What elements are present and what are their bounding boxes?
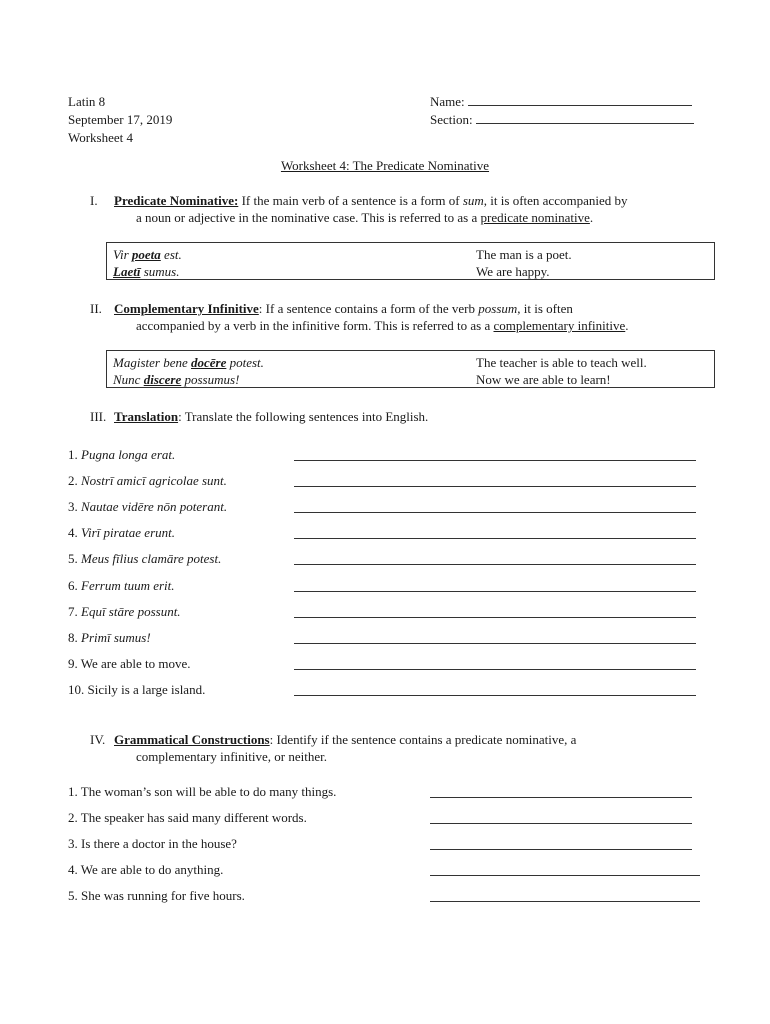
translation-item	[68, 629, 151, 646]
section4-heading: Grammatical Constructions	[114, 732, 270, 747]
section2-text-c: accompanied by a verb in the infinitive form. This is referred to as a	[136, 318, 494, 333]
section1-text-end: .	[589, 210, 594, 225]
construction-item	[68, 887, 245, 904]
section1-example-english-1: The man is a poet.	[476, 247, 572, 262]
section3-text: : Translate the following sentences into English.	[178, 409, 429, 424]
latin-post: potest.	[226, 355, 264, 370]
answer-line[interactable]	[294, 460, 696, 461]
section2-heading: Complementary Infinitive	[114, 301, 259, 316]
section2-term: complementary infinitive	[493, 318, 626, 333]
item-text: Ferrum tuum erit.	[81, 577, 175, 593]
section-field	[430, 111, 694, 128]
item-number: 3.	[68, 499, 78, 515]
item-number: 4.	[68, 525, 78, 541]
answer-line[interactable]	[430, 875, 700, 876]
item-number: 1.	[68, 784, 78, 799]
answer-line[interactable]	[430, 797, 692, 798]
section1-text-a: If the main verb of a sentence is a form of	[238, 193, 463, 208]
section2-line1	[114, 300, 573, 317]
latin-post: possumus!	[181, 372, 240, 387]
item-text: Primī sumus!	[81, 629, 151, 645]
section3-numeral: III.	[90, 409, 107, 424]
item-text: We are able to move.	[80, 655, 191, 671]
section1-example-english-2: We are happy.	[476, 264, 550, 279]
construction-item	[68, 783, 336, 800]
section1-heading: Predicate Nominative:	[114, 193, 239, 208]
construction-item	[68, 861, 223, 878]
section1-line2	[136, 209, 593, 226]
answer-line[interactable]	[294, 512, 696, 513]
construction-item	[68, 809, 307, 826]
item-text: Equī stāre possunt.	[81, 603, 181, 619]
item-number: 5.	[68, 888, 78, 903]
section2-text-a: : If a sentence contains a form of the verb	[258, 301, 479, 316]
section2-example-latin-2	[113, 371, 239, 388]
section1-numeral: I.	[90, 193, 98, 208]
item-number: 2.	[68, 473, 78, 489]
item-number: 6.	[68, 577, 78, 593]
latin-post: sumus.	[140, 264, 180, 279]
construction-item	[68, 835, 237, 852]
latin-key: docēre	[190, 355, 227, 370]
latin-key: poeta	[131, 247, 161, 262]
item-text: She was running for five hours.	[81, 888, 245, 903]
answer-line[interactable]	[294, 669, 696, 670]
section1-example-latin-2	[113, 263, 179, 280]
section2-text-end: .	[625, 318, 629, 333]
translation-item	[68, 446, 175, 463]
latin-pre: Nunc	[113, 372, 144, 387]
translation-item	[68, 655, 191, 672]
answer-line[interactable]	[294, 564, 696, 565]
translation-item	[68, 550, 221, 567]
item-text: Is there a doctor in the house?	[81, 836, 237, 851]
latin-pre: Magister bene	[113, 355, 191, 370]
answer-line[interactable]	[294, 617, 696, 618]
section-label: Section:	[430, 112, 473, 127]
item-number: 4.	[68, 862, 78, 877]
section1-text-c: a noun or adjective in the nominative case. This is referred to as a	[136, 210, 481, 225]
latin-pre: Vir	[113, 247, 132, 262]
translation-item	[68, 472, 227, 489]
section2-possum: possum	[478, 301, 518, 316]
item-number: 1.	[68, 447, 78, 462]
item-text: Pugna longa erat.	[81, 447, 176, 462]
section2-example-english-1: The teacher is able to teach well.	[476, 355, 647, 370]
section2-example-latin-1	[113, 354, 264, 371]
answer-line[interactable]	[294, 538, 696, 539]
translation-item	[68, 577, 175, 594]
answer-line[interactable]	[430, 901, 700, 902]
latin-key: discere	[143, 372, 182, 387]
section4-line2: complementary infinitive, or neither.	[136, 749, 327, 764]
answer-line[interactable]	[294, 695, 696, 696]
section1-line1	[114, 192, 627, 209]
item-number: 5.	[68, 551, 78, 567]
section-blank[interactable]	[476, 111, 694, 124]
section3-line	[114, 408, 428, 425]
translation-item	[68, 681, 205, 698]
section1-example-box	[106, 242, 715, 280]
section4-text-a: : Identify if the sentence contains a predicate nominative, a	[269, 732, 577, 747]
section2-text-b: , it is often	[517, 301, 573, 316]
section1-sum: sum	[462, 193, 484, 208]
date-label: September 17, 2019	[68, 112, 173, 127]
item-text: Sicily is a large island.	[87, 681, 206, 697]
item-number: 7.	[68, 603, 78, 619]
item-number: 10.	[68, 681, 85, 697]
section1-text-b: , it is often accompanied by	[483, 193, 628, 208]
item-text: We are able to do anything.	[80, 862, 224, 877]
answer-line[interactable]	[430, 849, 692, 850]
item-number: 2.	[68, 810, 78, 825]
name-label: Name:	[430, 94, 465, 109]
course-label: Latin 8	[68, 94, 106, 109]
answer-line[interactable]	[430, 823, 692, 824]
section3-heading: Translation	[114, 409, 179, 424]
item-text: Virī piratae erunt.	[81, 525, 176, 541]
section2-example-english-2: Now we are able to learn!	[476, 372, 611, 387]
name-field	[430, 93, 692, 110]
section1-example-latin-1	[113, 246, 182, 263]
translation-item	[68, 603, 181, 620]
answer-line[interactable]	[294, 643, 696, 644]
translation-item	[68, 498, 227, 515]
item-text: Nostrī amicī agricolae sunt.	[81, 473, 227, 489]
answer-line[interactable]	[294, 591, 696, 592]
latin-post: est.	[160, 247, 182, 262]
section2-numeral: II.	[90, 301, 102, 316]
section4-numeral: IV.	[90, 732, 106, 747]
item-text: The woman’s son will be able to do many things.	[80, 784, 337, 799]
section1-term: predicate nominative	[480, 210, 590, 225]
item-text: Nautae vidēre nōn poterant.	[81, 499, 228, 515]
latin-key: Laetī	[113, 264, 141, 279]
worksheet-label: Worksheet 4	[68, 130, 134, 145]
section4-line1	[114, 731, 576, 748]
answer-line[interactable]	[294, 486, 696, 487]
item-number: 3.	[68, 836, 78, 851]
item-number: 8.	[68, 629, 78, 645]
item-number: 9.	[68, 655, 78, 671]
item-text: The speaker has said many different words.	[80, 810, 307, 825]
section2-line2	[136, 317, 629, 334]
page-title: Worksheet 4: The Predicate Nominative	[280, 158, 490, 173]
name-blank[interactable]	[468, 93, 692, 106]
translation-item	[68, 524, 175, 541]
item-text: Meus fīlius clamāre potest.	[81, 551, 222, 567]
